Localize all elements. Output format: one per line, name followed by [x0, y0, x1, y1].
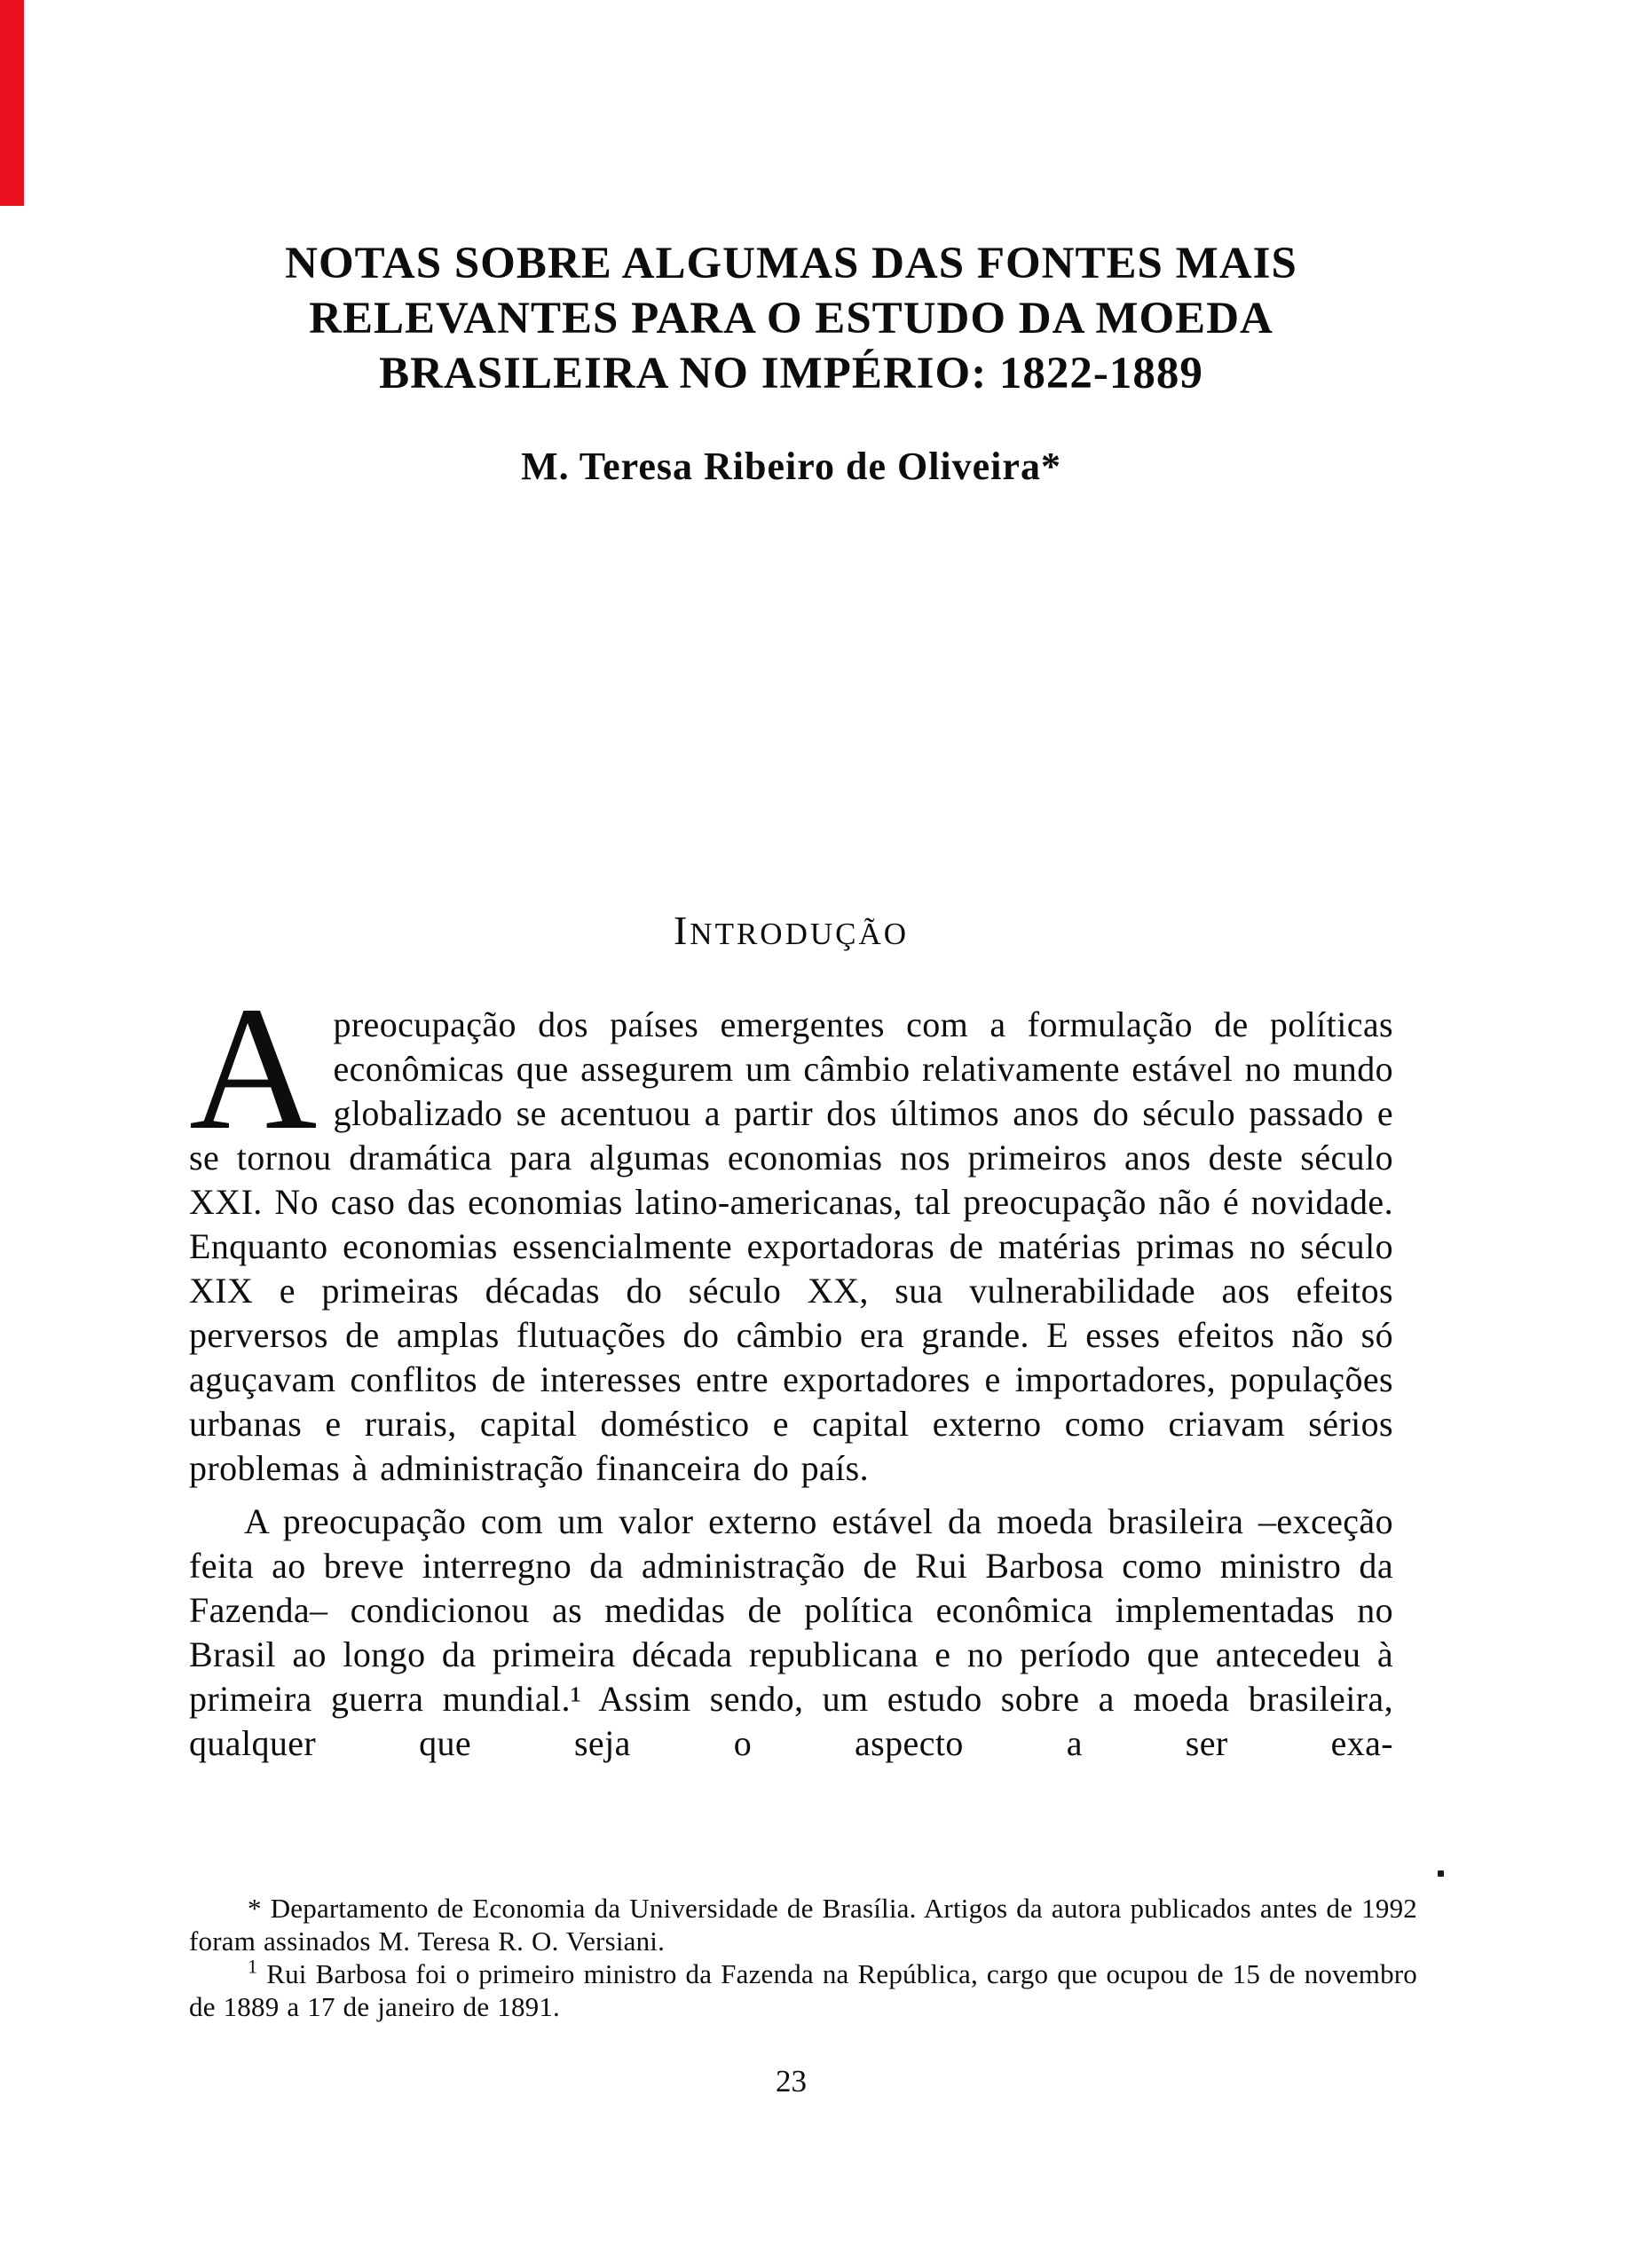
paragraph-2: A preocupação com um valor externo estável da moeda brasileira –exceção feita ao breve interregno da administração de Rui Barbosa como ministro da Fazenda– condicionou as medidas de política econômica implementadas no Brasil ao longo da primeira década republicana e no período que antecedeu à primeira guerra mundial.¹ Assim sendo, um estudo sobre a moeda brasileira, qualquer que seja o aspecto a ser exa- [189, 1501, 1393, 1763]
title-line-2: RELEVANTES PARA O ESTUDO DA MOEDA [309, 294, 1273, 343]
author-line: M. Teresa Ribeiro de Oliveira* [521, 445, 1061, 488]
red-bookmark-stripe [0, 0, 24, 206]
article-title [189, 236, 1393, 401]
footnote-1 [189, 1957, 1417, 2023]
footnote-1-marker: 1 [248, 1955, 258, 1978]
footnote-1-text: Rui Barbosa foi o primeiro ministro da Fazenda na República, cargo que ocupou de 15 de novembro de 1889 a 17 de janeiro de 1891. [189, 1958, 1417, 2022]
title-line-3: BRASILEIRA NO IMPÉRIO: 1822-1889 [379, 349, 1203, 398]
body-text [189, 971, 1393, 1766]
paragraph-1-text: preocupação dos países emergentes com a formulação de políticas econômicas que assegurem um câmbio relativamente estável no mundo globalizado se acentuou a partir dos últimos anos do século passado e se tornou dramática para algumas economias nos primeiros anos deste século XXI. No caso das economias latino-americanas, tal preocupação não é novidade. Enquanto economias essencialmente exportadoras de matérias primas no século XIX e primeiras décadas do século XX, sua vulnerabilidade aos efeitos perversos de amplas flutuações do câmbio era grande. E esses efeitos não só aguçavam conflitos de interesses entre exportadores e importadores, populações urbanas e rurais, capital doméstico e capital externo como criavam sérios problemas à administração financeira do país. [189, 1004, 1393, 1488]
footnote-affiliation-text: Departamento de Economia da Universidade de Brasília. Artigos da autora publicados antes de 1992 foram assinados M. Teresa R. O. Versiani. [189, 1893, 1417, 1957]
drop-cap-letter: A [189, 971, 318, 1167]
paragraph-1 [189, 971, 1393, 1491]
section-heading-initial: I [673, 908, 690, 953]
footnote-affiliation [189, 1892, 1417, 1957]
page-number: 23 [776, 2064, 807, 2099]
footnotes-block [189, 1892, 1417, 2023]
footnote-asterisk-marker: * [248, 1893, 262, 1924]
title-line-1: NOTAS SOBRE ALGUMAS DAS FONTES MAIS [285, 239, 1297, 288]
section-heading-rest: NTRODUÇÃO [690, 917, 910, 951]
section-heading-introducao [189, 907, 1393, 954]
scan-speck [1438, 1870, 1444, 1877]
